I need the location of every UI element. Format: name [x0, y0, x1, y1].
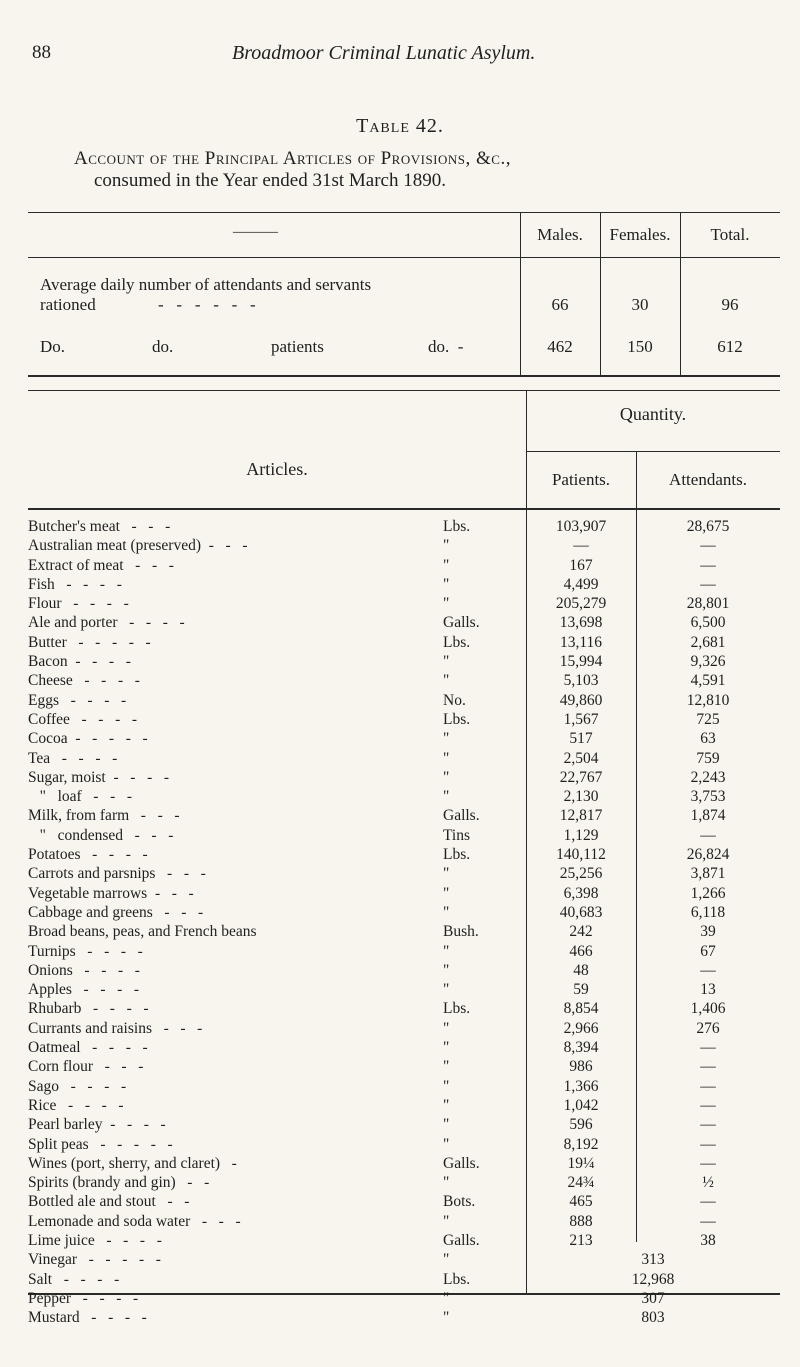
table-row — [28, 1135, 780, 1154]
attendants-quantity: 26,824 — [686, 846, 730, 864]
article-name: Sago - - - - — [28, 1077, 127, 1095]
table-row — [28, 729, 780, 748]
unit: " — [443, 981, 450, 999]
article-name: Flour - - - - — [28, 595, 129, 613]
table-row — [28, 942, 780, 961]
patients-quantity: 986 — [569, 1058, 593, 1076]
rule — [526, 451, 780, 452]
table-row — [28, 922, 780, 941]
combined-quantity: 313 — [641, 1251, 665, 1269]
patients-quantity: 888 — [569, 1212, 593, 1230]
attendants-quantity: — — [700, 1135, 716, 1153]
table-row — [28, 517, 780, 536]
attendants-quantity: — — [700, 1193, 716, 1211]
attendants-quantity: 67 — [700, 942, 716, 960]
page-number: 88 — [32, 42, 51, 63]
patients-quantity: 22,767 — [559, 768, 603, 786]
patients-quantity: 8,394 — [563, 1039, 599, 1057]
table-row — [28, 710, 780, 729]
article-name: Sugar, moist - - - - — [28, 768, 170, 786]
patients-quantity: 167 — [569, 556, 593, 574]
unit: " — [443, 730, 450, 748]
article-name: Rhubarb - - - - — [28, 1000, 149, 1018]
unit: " — [443, 961, 450, 979]
attendants-quantity: — — [700, 575, 716, 593]
table-row — [28, 864, 780, 883]
table-row — [28, 691, 780, 710]
patients-quantity: 466 — [569, 942, 593, 960]
unit: " — [443, 1096, 450, 1114]
unit: " — [443, 1077, 450, 1095]
patients-quantity: 8,854 — [563, 1000, 599, 1018]
patients-quantity: 596 — [569, 1116, 593, 1134]
header-attendants: Attendants. — [669, 470, 747, 489]
patients-quantity: 8,192 — [563, 1135, 599, 1153]
article-name: Spirits (brandy and gin) - - — [28, 1174, 210, 1192]
article-name: Pearl barley - - - - — [28, 1116, 166, 1134]
rule — [28, 390, 780, 391]
article-name: Apples - - - - — [28, 981, 140, 999]
col-header-males: Males. — [537, 225, 583, 244]
unit: Galls. — [443, 1231, 480, 1249]
article-name: Butcher's meat - - - — [28, 518, 171, 535]
patients-quantity: 13,698 — [559, 614, 603, 632]
unit: " — [443, 672, 450, 690]
article-name: Bottled ale and stout - - — [28, 1193, 190, 1211]
article-name: Bacon - - - - — [28, 653, 131, 671]
unit: " — [443, 1116, 450, 1134]
table-row — [28, 633, 780, 652]
table-row — [28, 1212, 780, 1231]
patients-quantity: 205,279 — [555, 595, 607, 613]
article-name: Coffee - - - - — [28, 710, 138, 728]
patients-quantity: 25,256 — [559, 865, 603, 883]
row-label: rationed — [40, 295, 96, 314]
article-name: Currants and raisins - - - — [28, 1019, 203, 1037]
col-header-females: Females. — [609, 225, 671, 244]
table-row — [28, 1192, 780, 1211]
unit: " — [443, 1309, 450, 1327]
unit: Bush. — [443, 923, 479, 941]
unit: Galls. — [443, 1154, 480, 1172]
unit: Lbs. — [443, 846, 471, 864]
attendants-quantity: 3,871 — [690, 865, 726, 883]
unit: " — [443, 865, 450, 883]
table-row — [28, 671, 780, 690]
article-name: Australian meat (preserved) - - - — [28, 537, 248, 555]
article-name: Wines (port, sherry, and claret) - — [28, 1154, 237, 1172]
table-row — [28, 980, 780, 999]
patients-quantity: 40,683 — [559, 903, 603, 921]
patients-quantity: 1,567 — [563, 710, 599, 728]
article-name: Cabbage and greens - - - — [28, 903, 204, 921]
attendants-quantity: — — [700, 961, 716, 979]
patients-quantity: 59 — [573, 981, 589, 999]
row-label: Average daily number of attendants and servants — [40, 275, 372, 294]
females-value: 30 — [631, 295, 649, 314]
article-name: Fish - - - - — [28, 575, 122, 593]
patients-quantity: 1,129 — [563, 826, 599, 844]
patients-quantity: — — [573, 537, 589, 555]
attendants-quantity: — — [700, 1058, 716, 1076]
unit: " — [443, 942, 450, 960]
article-name: Ale and porter - - - - — [28, 614, 185, 632]
attendants-quantity: 6,500 — [690, 614, 726, 632]
patients-quantity: 15,994 — [559, 653, 603, 671]
table-row — [28, 961, 780, 980]
unit: " — [443, 556, 450, 574]
attendants-quantity: — — [700, 1116, 716, 1134]
attendants-quantity: 63 — [700, 730, 716, 748]
table-row — [28, 1250, 780, 1269]
patients-quantity: 1,042 — [563, 1096, 599, 1114]
table-caption — [74, 148, 774, 192]
attendants-quantity: — — [700, 1039, 716, 1057]
attendants-quantity: 725 — [696, 710, 720, 728]
males-value: 462 — [547, 337, 573, 356]
header-articles: Articles. — [246, 459, 308, 479]
article-name: Mustard - - - - — [28, 1309, 147, 1327]
article-name: Vegetable marrows - - - — [28, 884, 194, 902]
unit: " — [443, 653, 450, 671]
unit: Lbs. — [443, 1270, 471, 1288]
article-name: Lime juice - - - - — [28, 1231, 162, 1249]
table-row — [28, 826, 780, 845]
attendants-quantity: ½ — [702, 1174, 714, 1192]
patients-quantity: 24¾ — [567, 1174, 595, 1192]
unit: " — [443, 788, 450, 806]
unit: Lbs. — [443, 710, 471, 728]
attendants-quantity: 759 — [696, 749, 720, 767]
table-row — [28, 556, 780, 575]
attendants-quantity: — — [700, 556, 716, 574]
unit: " — [443, 537, 450, 555]
table-row — [28, 613, 780, 632]
table-row — [28, 1289, 780, 1308]
attendants-quantity: 12,810 — [686, 691, 730, 709]
patients-quantity: 242 — [569, 923, 593, 941]
table-row — [28, 652, 780, 671]
rule — [28, 508, 780, 510]
combined-quantity: 803 — [641, 1309, 665, 1327]
attendants-quantity: 39 — [700, 923, 716, 941]
article-name: Cheese - - - - — [28, 672, 140, 690]
article-name: Rice - - - - — [28, 1096, 124, 1114]
patients-quantity: 2,504 — [563, 749, 599, 767]
table-row — [28, 1231, 780, 1250]
row-label: do. - — [428, 337, 464, 356]
table-row — [28, 903, 780, 922]
corner-dash: ——— — [233, 224, 278, 240]
unit: " — [443, 1251, 450, 1269]
table-row — [28, 806, 780, 825]
total-value: 612 — [717, 337, 743, 356]
article-name: Butter - - - - - — [28, 633, 151, 651]
attendants-quantity: — — [700, 1154, 716, 1172]
rule — [28, 375, 780, 377]
table-row — [28, 1057, 780, 1076]
article-name: Vinegar - - - - - — [28, 1251, 161, 1269]
combined-quantity: 307 — [641, 1289, 665, 1307]
table-row — [28, 1173, 780, 1192]
attendants-quantity: — — [700, 1212, 716, 1230]
attendants-quantity: 13 — [700, 981, 716, 999]
running-title: Broadmoor Criminal Lunatic Asylum. — [232, 42, 536, 64]
article-name: Split peas - - - - - — [28, 1135, 173, 1153]
unit: Lbs. — [443, 1000, 471, 1018]
attendants-quantity: — — [700, 537, 716, 555]
unit: " — [443, 575, 450, 593]
articles-rows — [28, 517, 780, 1327]
article-name: Potatoes - - - - — [28, 846, 148, 864]
attendants-quantity: — — [700, 1077, 716, 1095]
table-row — [28, 999, 780, 1018]
row-label: do. — [152, 337, 174, 356]
table-row — [28, 1019, 780, 1038]
patients-quantity: 1,366 — [563, 1077, 599, 1095]
unit: Galls. — [443, 614, 480, 632]
unit: " — [443, 1212, 450, 1230]
total-value: 96 — [721, 295, 739, 314]
unit: " — [443, 749, 450, 767]
table-row — [28, 845, 780, 864]
article-name: Eggs - - - - — [28, 691, 127, 709]
patients-quantity: 49,860 — [559, 691, 603, 709]
attendants-quantity: 6,118 — [690, 903, 726, 921]
rule — [28, 257, 780, 258]
article-name: Cocoa - - - - - — [28, 730, 148, 748]
unit: Galls. — [443, 807, 480, 825]
unit: No. — [443, 691, 466, 709]
attendants-quantity: 1,406 — [690, 1000, 726, 1018]
unit: " — [443, 1135, 450, 1153]
article-name: Broad beans, peas, and French beans — [28, 923, 257, 941]
attendants-quantity: 2,243 — [690, 768, 726, 786]
patients-quantity: 6,398 — [563, 884, 599, 902]
attendants-quantity: 276 — [696, 1019, 720, 1037]
unit: Tins — [443, 826, 471, 844]
patients-quantity: 2,130 — [563, 788, 599, 806]
unit: Lbs. — [443, 633, 471, 651]
patients-quantity: 4,499 — [563, 575, 599, 593]
table-row — [28, 884, 780, 903]
attendants-quantity: 28,801 — [686, 595, 730, 613]
patients-quantity: 213 — [569, 1231, 593, 1249]
unit: " — [443, 768, 450, 786]
unit: Bots. — [443, 1193, 476, 1211]
article-name: Milk, from farm - - - — [28, 807, 180, 825]
females-value: 150 — [627, 337, 653, 356]
article-name: " condensed - - - — [28, 826, 174, 844]
row-label: patients — [271, 337, 324, 356]
col-header-total: Total. — [710, 225, 750, 244]
table-row — [28, 1154, 780, 1173]
attendants-quantity: 1,266 — [690, 884, 726, 902]
table-row — [28, 1308, 780, 1327]
table-row — [28, 1038, 780, 1057]
article-name: Tea - - - - — [28, 749, 118, 767]
unit: Lbs. — [443, 518, 471, 535]
unit: " — [443, 1174, 450, 1192]
unit: " — [443, 1019, 450, 1037]
rule — [28, 212, 780, 213]
attendants-quantity: 2,681 — [690, 633, 726, 651]
combined-quantity: 12,968 — [631, 1270, 675, 1288]
attendants-quantity: 28,675 — [686, 518, 730, 535]
patients-quantity: 12,817 — [559, 807, 603, 825]
unit: " — [443, 1039, 450, 1057]
attendants-quantity: 38 — [700, 1231, 716, 1249]
header-patients: Patients. — [551, 470, 611, 489]
table-row — [28, 1115, 780, 1134]
article-name: Carrots and parsnips - - - — [28, 865, 206, 883]
table-row — [28, 768, 780, 787]
article-name: Extract of meat - - - — [28, 556, 174, 574]
patients-quantity: 2,966 — [563, 1019, 599, 1037]
articles-table — [28, 390, 780, 1327]
attendants-quantity: 9,326 — [690, 653, 726, 671]
males-value: 66 — [551, 295, 569, 314]
table-row — [28, 594, 780, 613]
attendants-quantity: 3,753 — [690, 788, 726, 806]
patients-quantity: 103,907 — [555, 518, 607, 535]
patients-quantity: 465 — [569, 1193, 593, 1211]
table-title: Table 42. — [356, 115, 444, 137]
attendants-quantity: — — [700, 1096, 716, 1114]
table-row — [28, 787, 780, 806]
row-label: Do. — [40, 337, 66, 356]
patients-quantity: 5,103 — [563, 672, 599, 690]
table-row — [28, 536, 780, 555]
article-name: Turnips - - - - — [28, 942, 143, 960]
table-row — [28, 749, 780, 768]
summary-table — [28, 212, 780, 377]
table-row — [28, 1077, 780, 1096]
unit: " — [443, 903, 450, 921]
leader-dashes: - - - - - - — [158, 295, 256, 314]
patients-quantity: 19¼ — [567, 1154, 595, 1172]
table-row — [28, 575, 780, 594]
article-name: " loaf - - - — [28, 788, 133, 806]
unit: " — [443, 1289, 450, 1307]
patients-quantity: 140,112 — [556, 846, 606, 864]
attendants-quantity: 1,874 — [690, 807, 726, 825]
table-row — [28, 1270, 780, 1289]
patients-quantity: 13,116 — [559, 633, 603, 651]
unit: " — [443, 1058, 450, 1076]
article-name: Pepper - - - - — [28, 1289, 139, 1307]
caption-line-2: consumed in the Year ended 31st March 1890. — [94, 170, 446, 191]
unit: " — [443, 884, 450, 902]
caption-line-1: Account of the Principal Articles of Provisions, &c., — [74, 148, 511, 169]
article-name: Corn flour - - - — [28, 1058, 144, 1076]
patients-quantity: 48 — [573, 961, 589, 979]
article-name: Salt - - - - — [28, 1270, 120, 1288]
unit: " — [443, 595, 450, 613]
patients-quantity: 517 — [569, 730, 593, 748]
attendants-quantity: 4,591 — [690, 672, 726, 690]
table-row — [28, 1096, 780, 1115]
attendants-quantity: — — [700, 826, 716, 844]
article-name: Oatmeal - - - - — [28, 1039, 148, 1057]
article-name: Onions - - - - — [28, 961, 140, 979]
header-quantity: Quantity. — [619, 404, 687, 424]
article-name: Lemonade and soda water - - - — [28, 1212, 241, 1230]
